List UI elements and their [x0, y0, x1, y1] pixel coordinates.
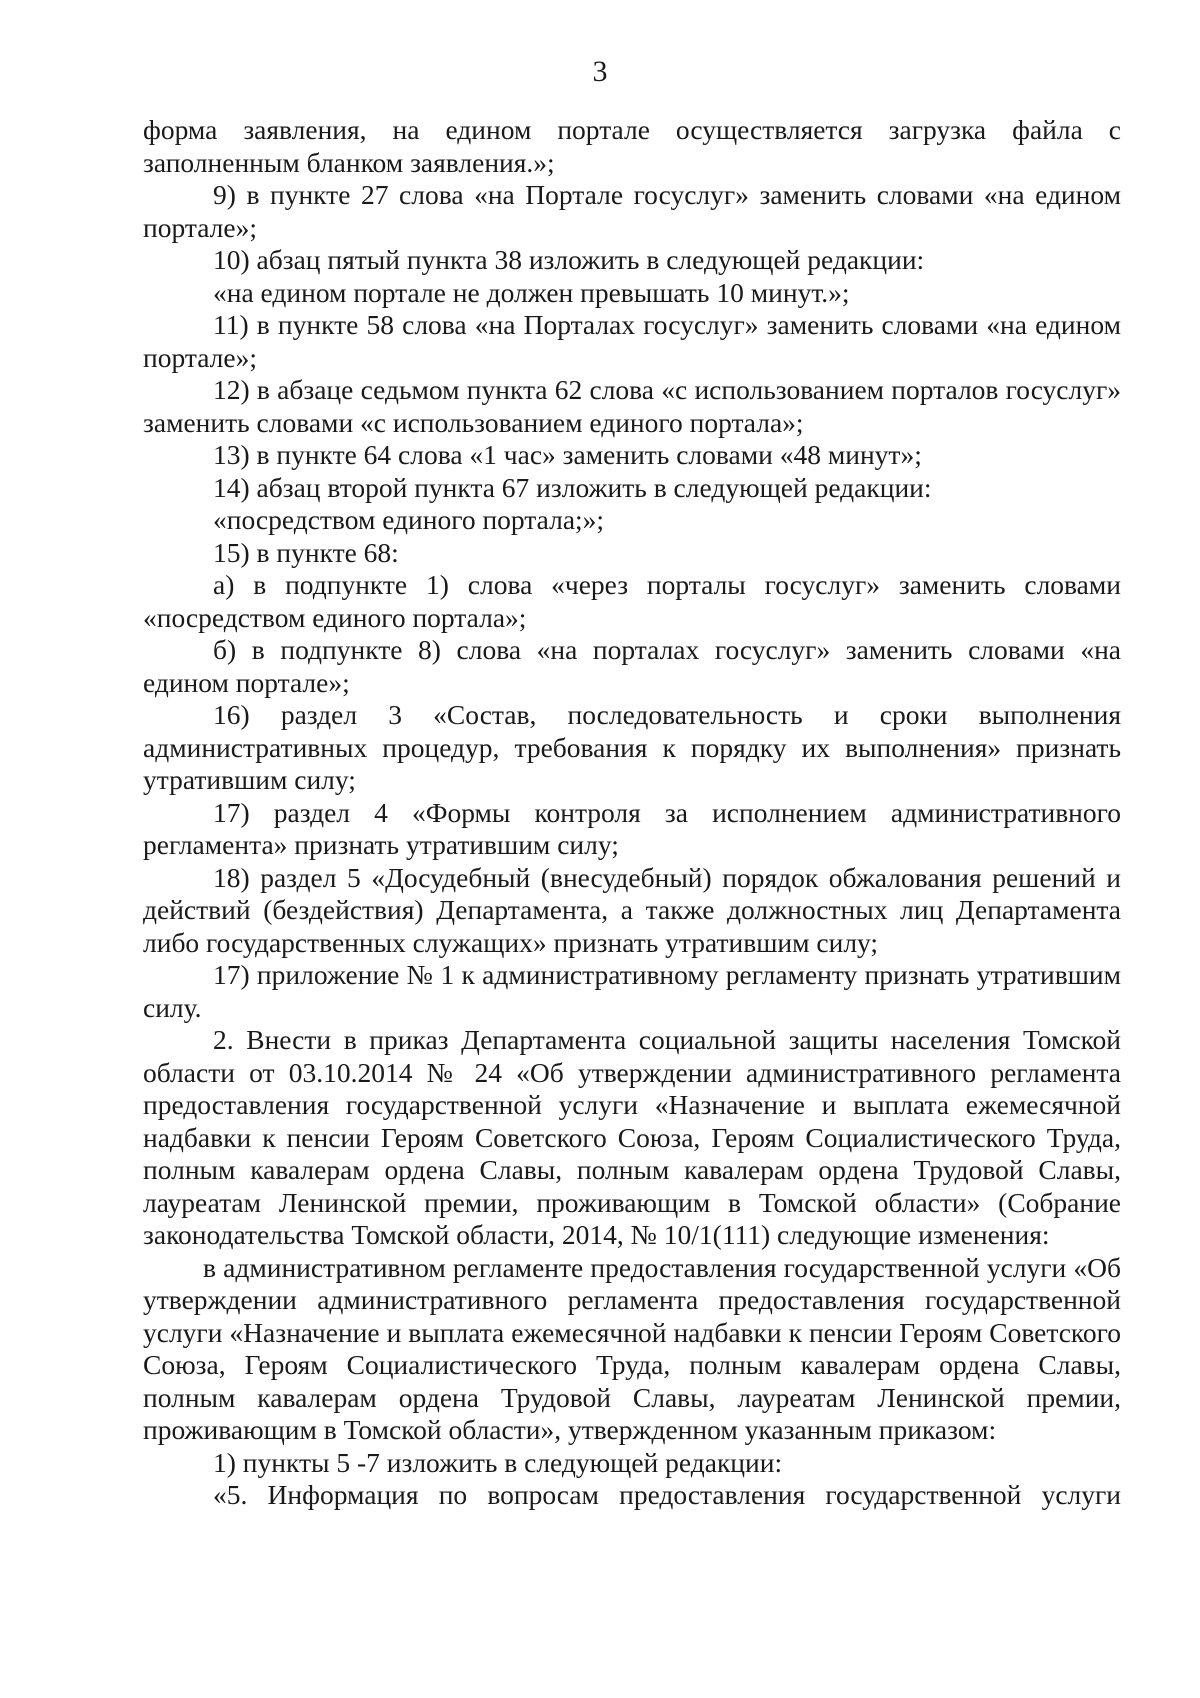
paragraph: а) в подпункте 1) слова «через порталы госуслуг» заменить словами «посредством единого портала»; [143, 569, 1121, 633]
paragraph: 17) приложение № 1 к административному регламенту признать утратившим силу. [143, 959, 1121, 1023]
paragraph: форма заявления, на едином портале осуществляется загрузка файла с заполненным бланком заявления.»; [143, 114, 1121, 178]
paragraph: «посредством единого портала;»; [213, 504, 605, 535]
paragraph: 17) раздел 4 «Формы контроля за исполнением административного регламента» признать утратившим силу; [143, 796, 1121, 860]
paragraph: 1) пункты 5 -7 изложить в следующей редакции: [213, 1446, 783, 1478]
paragraph: в административном регламенте предоставления государственной услуги «Об утверждении административного регламента предоставления государственной услуги «Назначение и выплата ежемесячной надбавки к пенсии Героям Советского Союза, Героям Социалистического Труда, полным кавалерам ордена Славы, полным кавалерам ордена Трудовой Славы, лауреатам Ленинской премии, проживающим в Томской области», утвержденном указанным приказом: [143, 1251, 1121, 1445]
document-body [143, 114, 1121, 1512]
paragraph: 16) раздел 3 «Состав, последовательность и сроки выполнения административных процедур, требования к порядку их выполнения» признать утратившим силу; [143, 699, 1121, 795]
page-number: 3 [592, 55, 608, 88]
paragraph: 10) абзац пятый пункта 38 изложить в следующей редакции: [213, 244, 925, 275]
paragraph: 13) в пункте 64 слова «1 час» заменить словами «48 минут»; [213, 439, 922, 470]
paragraph: 14) абзац второй пункта 67 изложить в следующей редакции: [213, 471, 932, 503]
paragraph: 9) в пункте 27 слова «на Портале госуслуг» заменить словами «на едином портале»; [143, 179, 1121, 243]
paragraph: б) в подпункте 8) слова «на порталах госуслуг» заменить словами «на едином портале»; [143, 634, 1121, 698]
paragraph: 12) в абзаце седьмом пункта 62 слова «с использованием порталов госуслуг» заменить словами «с использованием единого портала»; [143, 374, 1121, 438]
paragraph: «5. Информация по вопросам предоставления государственной услуги [213, 1479, 1121, 1510]
paragraph: 15) в пункте 68: [213, 536, 399, 568]
paragraph: 2. Внести в приказ Департамента социальной защиты населения Томской области от 03.10.2014 № 24 «Об утверждении административного регламента предоставления государственной услуги «Назначение и выплата ежемесячной надбавки к пенсии Героям Советского Союза, Героям Социалистического Труда, полным кавалерам ордена Славы, полным кавалерам ордена Трудовой Славы, лауреатам Ленинской премии, проживающим в Томской области» (Собрание законодательства Томской области, 2014, № 10/1(111) следующие изменения: [143, 1024, 1121, 1250]
paragraph: 18) раздел 5 «Досудебный (внесудебный) порядок обжалования решений и действий (бездействия) Департамента, а также должностных лиц Департамента либо государственных служащих» признать утратившим силу; [143, 861, 1121, 958]
paragraph: «на едином портале не должен превышать 10 минут.»; [213, 276, 850, 308]
paragraph: 11) в пункте 58 слова «на Порталах госуслуг» заменить словами «на едином портале»; [143, 309, 1121, 373]
